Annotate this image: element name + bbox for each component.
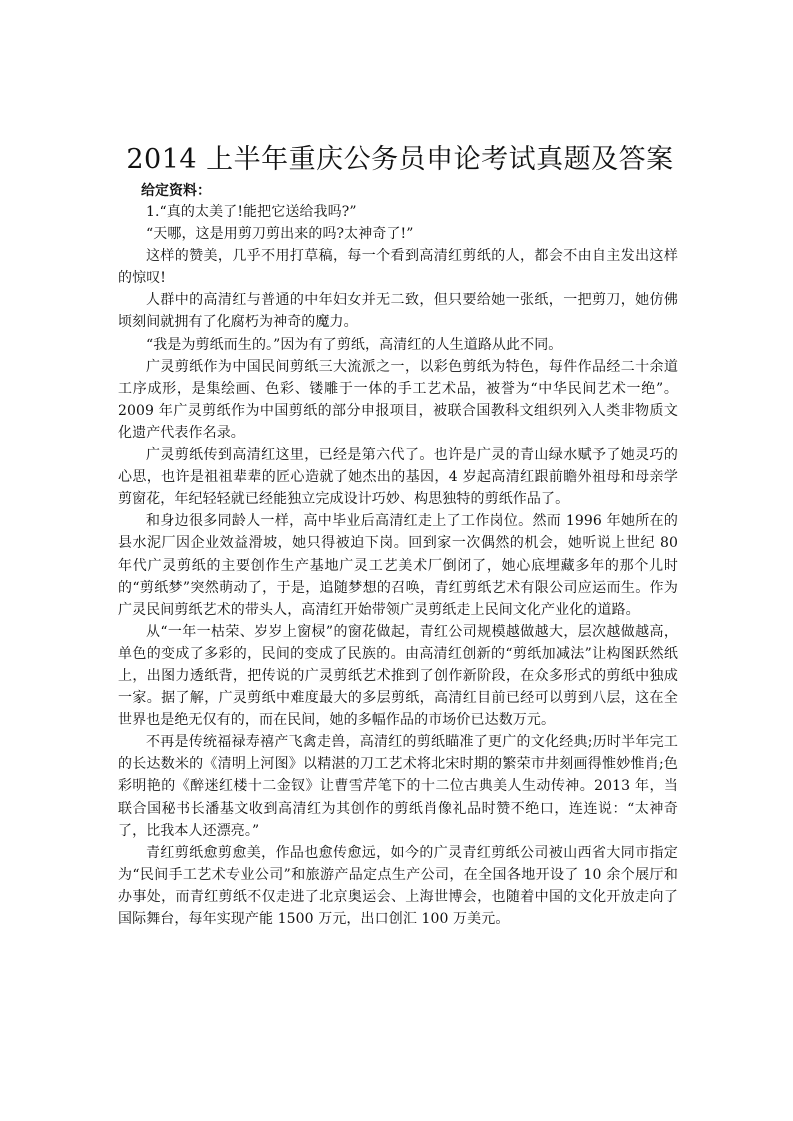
paragraph: 广灵剪纸作为中国民间剪纸三大流派之一，以彩色剪纸为特色，每件作品经二十余道工序成形，是集绘画、色彩、镂雕于一体的手工艺术品，被誉为“中华民间艺术一绝”。2009 年广灵剪纸作为中国剪纸的部分申报项目，被联合国教科文组织列入人类非物质文化遗产代表作名录。 (118, 358, 678, 441)
paragraph: “我是为剪纸而生的。”因为有了剪纸，高清红的人生道路从此不同。 (146, 336, 563, 353)
paragraph: 和身边很多同龄人一样，高中毕业后高清红走上了工作岗位。然而 1996 年她所在的县水泥厂因企业效益滑坡，她只得被迫下岗。回到家一次偶然的机会，她听说上世纪 80 年代广灵剪纸的主要创作生产基地广灵工艺美术厂倒闭了，她心底埋藏多年的那个儿时的“剪纸梦”突然萌动了，于是，追随梦想的召唤，青红剪纸艺术有限公司应运而生。作为广灵民间剪纸艺术的带头人，高清红开始带领广灵剪纸走上民间文化产业化的道路。 (118, 513, 678, 618)
document-body (118, 201, 678, 930)
document-title: 2014 上半年重庆公务员申论考试真题及答案 (126, 144, 674, 175)
paragraph: 1.“真的太美了!能把它送给我吗?” (146, 204, 357, 220)
paragraph: 从“一年一枯荣、岁岁上窗棂”的窗花做起，青红公司规模越做越大，层次越做越高，单色的变成了多彩的，民间的变成了民族的。由高清红创新的“剪纸加减法”让构图跃然纸上，出图力透纸背，把传说的广灵剪纸艺术推到了创作新阶段，在众多形式的剪纸中独成一家。据了解，广灵剪纸中难度最大的多层剪纸，高清红目前已经可以剪到八层，这在全世界也是绝无仅有的，而在民间，她的多幅作品的市场价已达数万元。 (118, 623, 678, 729)
paragraph: 不再是传统福禄寿禧产飞禽走兽，高清红的剪纸瞄准了更广的文化经典;历时半年完工的长达数米的《清明上河图》以精湛的刀工艺术将北宋时期的繁荣市井刻画得惟妙惟肖;色彩明艳的《醉迷红楼十二金钗》让曹雪芹笔下的十二位古典美人生动传神。2013 年，当联合国秘书长潘基文收到高清红为其创作的剪纸肖像礼品时赞不绝口，连连说：“太神奇了，比我本人还漂亮。” (118, 734, 678, 839)
section-label: 给定资料： (141, 183, 211, 199)
paragraph: 青红剪纸愈剪愈美，作品也愈传愈远，如今的广灵青红剪纸公司被山西省大同市指定为“民间手工艺术专业公司”和旅游产品定点生产公司，在全国各地开设了 10 余个展厅和办事处，而青红剪纸不仅走进了北京奥运会、上海世博会，也随着中国的文化开放走向了国际舞台，每年实现产能 1500 万元，出口创汇 100 万美元。 (118, 844, 678, 927)
paragraph: 广灵剪纸传到高清红这里，已经是第六代了。也许是广灵的青山绿水赋予了她灵巧的心思，也许是祖祖辈辈的匠心造就了她杰出的基因，4 岁起高清红跟前瞻外祖母和母亲学剪窗花，年纪轻轻就已经能独立完成设计巧妙、构思独特的剪纸作品了。 (118, 447, 678, 508)
paragraph: 人群中的高清红与普通的中年妇女并无二致，但只要给她一张纸，一把剪刀，她仿佛顷刻间就拥有了化腐朽为神奇的魔力。 (118, 292, 678, 331)
paragraph: “天哪，这是用剪刀剪出来的吗?太神奇了!” (146, 226, 414, 243)
paragraph: 这样的赞美，几乎不用打草稿，每一个看到高清红剪纸的人，都会不由自主发出这样的惊叹! (118, 248, 678, 287)
